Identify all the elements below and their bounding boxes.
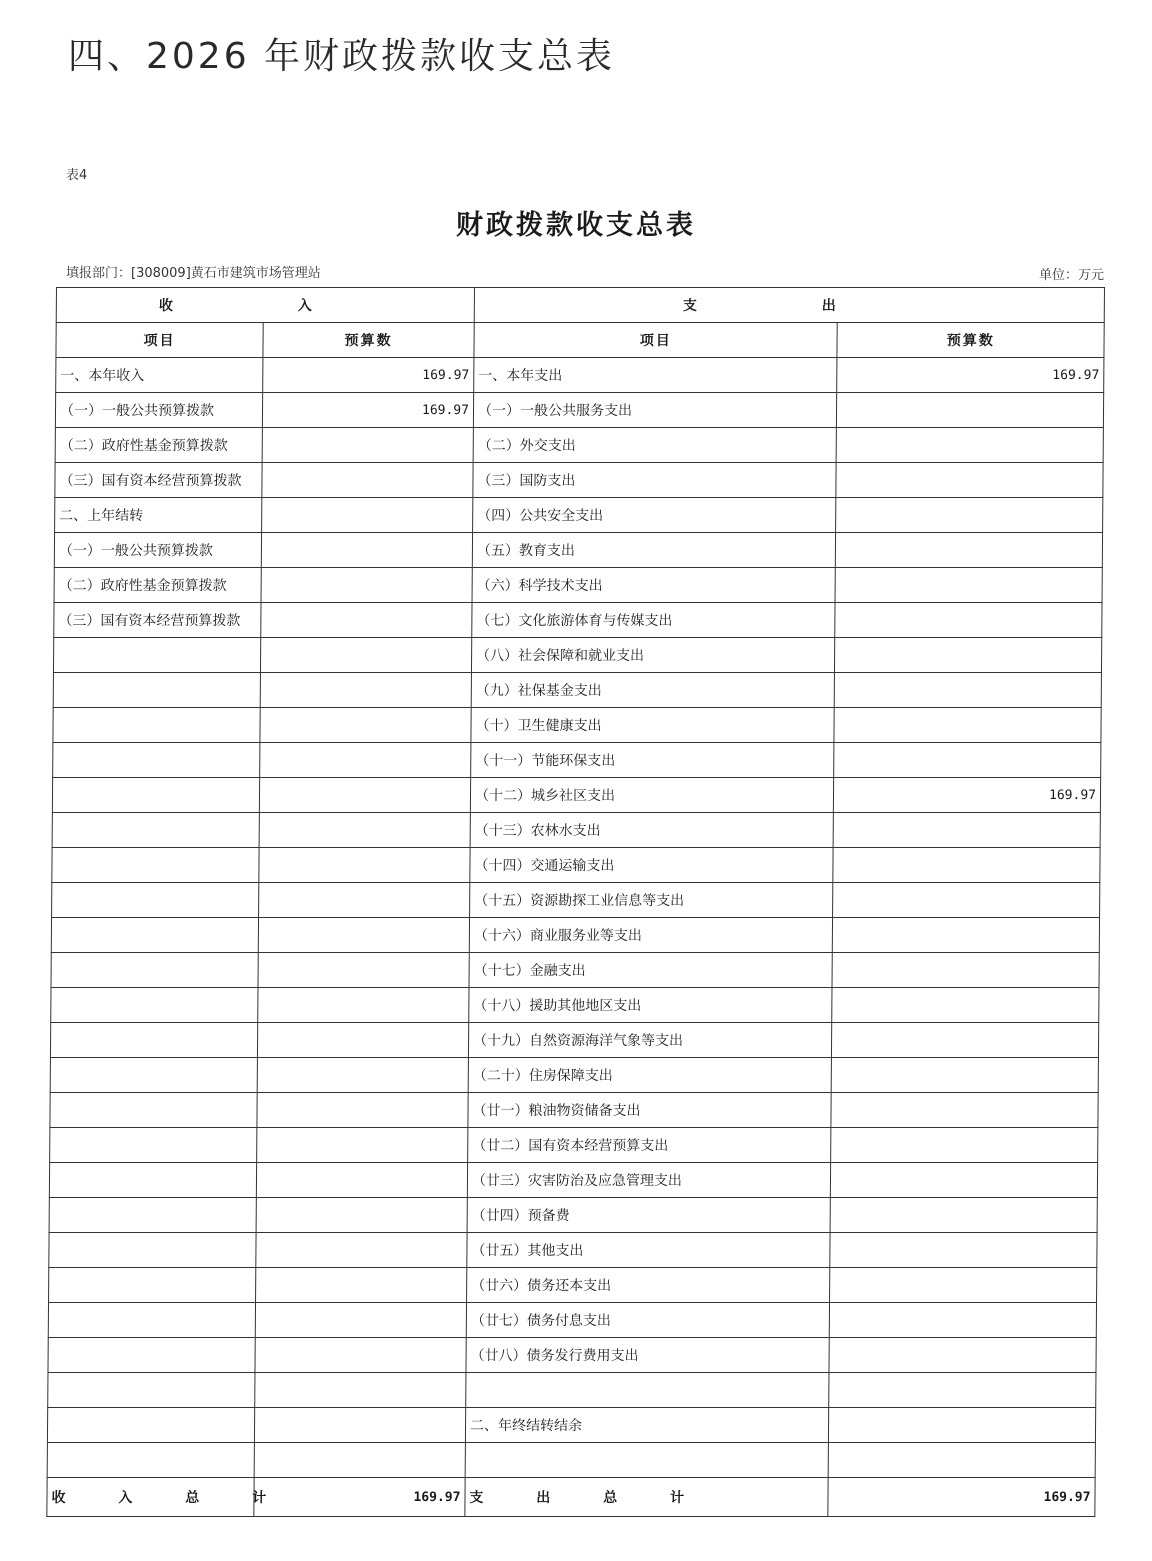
income-item-cell — [50, 1128, 257, 1163]
income-budget-cell — [258, 918, 469, 953]
expense-budget-cell — [829, 1408, 1096, 1443]
table-row — [53, 638, 1101, 673]
expense-budget-cell — [834, 813, 1101, 848]
expense-budget-cell — [834, 743, 1101, 778]
income-budget-cell — [261, 603, 472, 638]
income-budget-cell — [256, 1163, 467, 1198]
income-item-cell — [49, 1163, 256, 1198]
unit-label: 单位：万元 — [1038, 268, 1104, 283]
income-item-cell — [49, 1233, 256, 1268]
table-row — [55, 393, 1103, 428]
income-item-cell: （三）国有资本经营预算拨款 — [55, 463, 262, 498]
income-budget-cell — [259, 778, 470, 813]
income-total-label: 收 入 总 计 — [47, 1478, 254, 1517]
expense-item-header: 项目 — [474, 323, 838, 358]
expense-item-cell: （十六）商业服务业等支出 — [469, 918, 833, 953]
expense-item-cell: （廿三）灾害防治及应急管理支出 — [467, 1163, 831, 1198]
income-budget-cell — [255, 1338, 466, 1373]
expense-item-cell: （二十）住房保障支出 — [468, 1058, 832, 1093]
table-row — [52, 778, 1100, 813]
expense-budget-cell — [829, 1373, 1096, 1408]
expense-budget-cell — [836, 463, 1103, 498]
expense-budget-cell — [836, 498, 1103, 533]
income-budget-cell — [255, 1373, 466, 1408]
expense-item-cell: （一）一般公共服务支出 — [473, 393, 837, 428]
expense-budget-cell — [834, 708, 1101, 743]
expense-item-cell: （廿六）债务还本支出 — [466, 1268, 830, 1303]
expense-budget-cell — [829, 1338, 1096, 1373]
expense-item-cell: （廿五）其他支出 — [467, 1233, 831, 1268]
table-row — [50, 1093, 1098, 1128]
income-budget-cell — [260, 708, 471, 743]
expense-budget-cell — [837, 428, 1104, 463]
expense-budget-cell: 169.97 — [834, 778, 1101, 813]
income-item-cell — [53, 673, 260, 708]
table-row — [55, 463, 1103, 498]
expense-item-cell: （廿四）预备费 — [467, 1198, 831, 1233]
table-row — [53, 708, 1101, 743]
income-budget-cell — [260, 743, 471, 778]
income-item-cell — [52, 848, 259, 883]
income-total-value: 169.97 — [254, 1478, 465, 1517]
expense-item-cell: （七）文化旅游体育与传媒支出 — [472, 603, 836, 638]
income-budget-cell — [255, 1303, 466, 1338]
expense-item-cell: （十九）自然资源海洋气象等支出 — [468, 1023, 832, 1058]
income-item-cell — [48, 1303, 255, 1338]
expense-item-cell: （十一）节能环保支出 — [471, 743, 835, 778]
expense-budget-cell — [833, 918, 1100, 953]
header-row-columns — [56, 323, 1104, 358]
income-section-header: 收 入 — [56, 288, 474, 323]
expense-item-cell: （十七）金融支出 — [469, 953, 833, 988]
table-row — [50, 1023, 1098, 1058]
income-item-cell: （三）国有资本经营预算拨款 — [54, 603, 261, 638]
expense-item-cell: （十）卫生健康支出 — [471, 708, 835, 743]
table-row — [52, 848, 1100, 883]
table-row — [48, 1338, 1096, 1373]
income-item-cell: （二）政府性基金预算拨款 — [55, 428, 262, 463]
income-budget-header: 预算数 — [263, 323, 474, 358]
expense-item-cell: （廿七）债务付息支出 — [466, 1303, 830, 1338]
expense-budget-header: 预算数 — [837, 323, 1104, 358]
income-item-header: 项目 — [56, 323, 263, 358]
income-budget-cell — [258, 988, 469, 1023]
reporting-department: 填报部门：[308009]黄石市建筑市场管理站 — [66, 266, 321, 281]
income-budget-cell — [261, 568, 472, 603]
income-item-cell — [53, 743, 260, 778]
table-row — [50, 1128, 1098, 1163]
expense-budget-cell — [830, 1198, 1097, 1233]
table-row — [54, 568, 1102, 603]
income-budget-cell — [261, 533, 472, 568]
income-item-cell — [51, 988, 258, 1023]
income-item-cell — [49, 1198, 256, 1233]
expense-item-cell: （二）外交支出 — [473, 428, 837, 463]
expense-item-cell: （十四）交通运输支出 — [470, 848, 834, 883]
income-budget-cell — [259, 883, 470, 918]
budget-table — [46, 287, 1105, 1517]
income-item-cell — [50, 1058, 257, 1093]
expense-budget-cell — [831, 1128, 1098, 1163]
income-item-cell — [53, 638, 260, 673]
income-budget-cell — [254, 1443, 465, 1478]
expense-item-cell: 二、年终结转结余 — [465, 1408, 829, 1443]
income-budget-cell — [257, 1023, 468, 1058]
table-row — [54, 603, 1102, 638]
expense-budget-cell — [831, 1163, 1098, 1198]
expense-item-cell: （五）教育支出 — [472, 533, 836, 568]
table-row — [56, 358, 1104, 393]
table-row — [49, 1268, 1097, 1303]
table-row — [51, 953, 1099, 988]
income-budget-cell — [260, 673, 471, 708]
income-budget-cell — [259, 813, 470, 848]
income-item-cell — [52, 778, 259, 813]
income-item-cell: （一）一般公共预算拨款 — [55, 393, 262, 428]
income-budget-cell — [256, 1198, 467, 1233]
income-budget-cell — [262, 498, 473, 533]
expense-budget-cell — [830, 1233, 1097, 1268]
expense-item-cell: （三）国防支出 — [473, 463, 837, 498]
table-row — [48, 1303, 1096, 1338]
table-row — [55, 428, 1103, 463]
expense-total-value: 169.97 — [828, 1478, 1095, 1517]
expense-budget-cell: 169.97 — [837, 358, 1104, 393]
income-item-cell — [47, 1443, 254, 1478]
expense-item-cell — [465, 1443, 829, 1478]
expense-budget-cell — [835, 638, 1102, 673]
expense-item-cell: （十三）农林水支出 — [470, 813, 834, 848]
expense-budget-cell — [835, 673, 1102, 708]
income-item-cell — [52, 883, 259, 918]
income-budget-cell: 169.97 — [263, 358, 474, 393]
table-number: 表4 — [66, 168, 88, 183]
expense-budget-cell — [833, 883, 1100, 918]
income-budget-cell — [255, 1268, 466, 1303]
income-budget-cell — [259, 848, 470, 883]
expense-budget-cell — [836, 533, 1103, 568]
expense-item-cell: （六）科学技术支出 — [472, 568, 836, 603]
table-row — [47, 1408, 1095, 1443]
table-row — [49, 1233, 1097, 1268]
income-item-cell — [51, 953, 258, 988]
table-row — [53, 743, 1101, 778]
table-row — [55, 498, 1103, 533]
table-row — [52, 883, 1100, 918]
table-row — [47, 1443, 1095, 1478]
income-budget-cell — [262, 428, 473, 463]
expense-item-cell: （十五）资源勘探工业信息等支出 — [470, 883, 834, 918]
expense-budget-cell — [830, 1303, 1097, 1338]
income-budget-cell — [257, 1093, 468, 1128]
table-row — [49, 1163, 1097, 1198]
expense-item-cell: （十二）城乡社区支出 — [470, 778, 834, 813]
table-title: 财政拨款收支总表 — [456, 210, 696, 241]
expense-budget-cell — [833, 848, 1100, 883]
income-item-cell: 一、本年收入 — [56, 358, 263, 393]
income-budget-cell — [257, 1058, 468, 1093]
expense-budget-cell — [832, 988, 1099, 1023]
table-row — [51, 988, 1099, 1023]
table-row — [51, 918, 1099, 953]
income-budget-cell — [260, 638, 471, 673]
table-row — [49, 1198, 1097, 1233]
expense-item-cell: （九）社保基金支出 — [471, 673, 835, 708]
expense-budget-cell — [832, 953, 1099, 988]
expense-item-cell: （廿二）国有资本经营预算支出 — [468, 1128, 832, 1163]
income-item-cell — [47, 1408, 254, 1443]
income-item-cell — [53, 708, 260, 743]
income-budget-cell — [256, 1233, 467, 1268]
income-item-cell — [50, 1023, 257, 1058]
expense-budget-cell — [835, 568, 1102, 603]
expense-budget-cell — [830, 1268, 1097, 1303]
table-row — [54, 533, 1102, 568]
income-item-cell — [50, 1093, 257, 1128]
expense-item-cell: 一、本年支出 — [474, 358, 838, 393]
income-budget-cell — [254, 1408, 465, 1443]
income-item-cell: 二、上年结转 — [55, 498, 262, 533]
expense-budget-cell — [832, 1058, 1099, 1093]
income-budget-cell: 169.97 — [262, 393, 473, 428]
income-budget-cell — [258, 953, 469, 988]
table-row — [50, 1058, 1098, 1093]
income-item-cell — [49, 1268, 256, 1303]
table-row — [48, 1373, 1096, 1408]
expense-item-cell — [466, 1373, 830, 1408]
income-item-cell: （一）一般公共预算拨款 — [54, 533, 261, 568]
expense-budget-cell — [832, 1023, 1099, 1058]
expense-item-cell: （廿一）粮油物资储备支出 — [468, 1093, 832, 1128]
income-item-cell — [48, 1373, 255, 1408]
income-budget-cell — [262, 463, 473, 498]
table-row — [52, 813, 1100, 848]
totals-row — [47, 1478, 1095, 1517]
income-item-cell — [52, 813, 259, 848]
expense-budget-cell — [835, 603, 1102, 638]
expense-item-cell: （四）公共安全支出 — [473, 498, 837, 533]
expense-budget-cell — [837, 393, 1104, 428]
expense-budget-cell — [831, 1093, 1098, 1128]
page-heading: 四、2026 年财政拨款收支总表 — [68, 36, 616, 77]
expense-item-cell: （十八）援助其他地区支出 — [469, 988, 833, 1023]
expense-budget-cell — [829, 1443, 1096, 1478]
expense-item-cell: （廿八）债务发行费用支出 — [466, 1338, 830, 1373]
table-row — [53, 673, 1101, 708]
income-item-cell: （二）政府性基金预算拨款 — [54, 568, 261, 603]
expense-section-header: 支 出 — [474, 288, 1104, 323]
income-item-cell — [51, 918, 258, 953]
header-row-sections — [56, 288, 1104, 323]
income-item-cell — [48, 1338, 255, 1373]
expense-total-label: 支 出 总 计 — [465, 1478, 829, 1517]
income-budget-cell — [257, 1128, 468, 1163]
expense-item-cell: （八）社会保障和就业支出 — [471, 638, 835, 673]
